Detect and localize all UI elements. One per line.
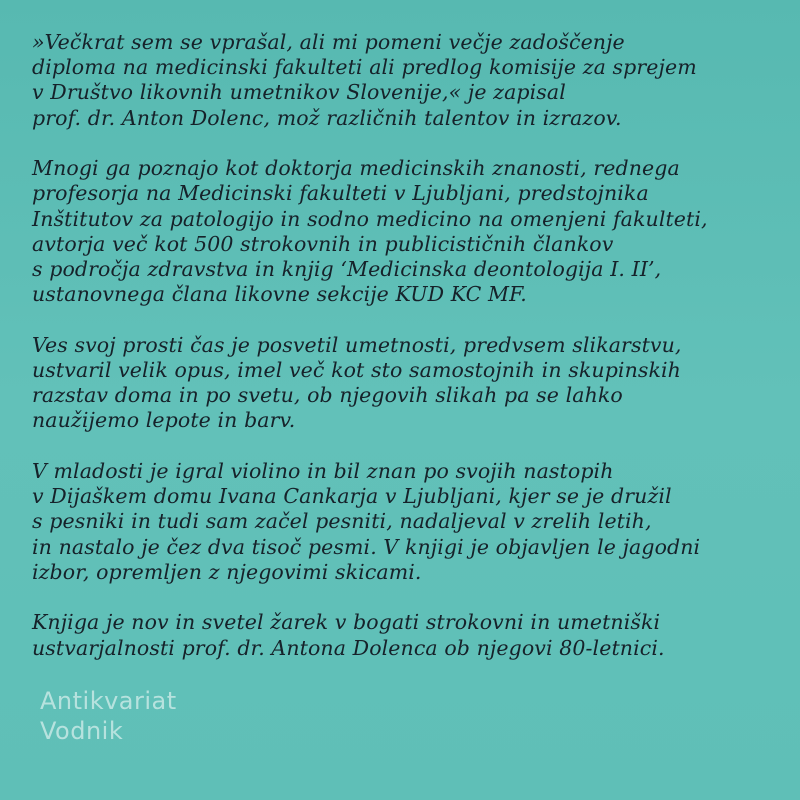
text-line: ustanovnega člana likovne sekcije KUD KC MF.	[32, 282, 527, 307]
watermark	[40, 686, 177, 746]
text-line: v Društvo likovnih umetnikov Slovenije,« je zapisal	[32, 80, 566, 105]
text-line: Ves svoj prosti čas je posvetil umetnosti, predvsem slikarstvu,	[32, 332, 682, 357]
watermark-line: Antikvariat	[40, 687, 177, 715]
text-line: s področja zdravstva in knjig ‘Medicinska deontologija I. II’,	[32, 257, 662, 282]
text-line: profesorja na Medicinski fakulteti v Ljubljani, predstojnika	[32, 181, 649, 206]
paragraph-career	[32, 156, 782, 307]
text-line: ustvarjalnosti prof. dr. Antona Dolenca ob njegovi 80-letnici.	[32, 635, 665, 660]
text-line: in nastalo je čez dva tisoč pesmi. V knjigi je objavljen le jagodni	[32, 534, 701, 559]
text-line: izbor, opremljen z njegovimi skicami.	[32, 559, 422, 584]
text-line: »Večkrat sem se vprašal, ali mi pomeni večje zadoščenje	[32, 30, 625, 54]
text-line: Mnogi ga poznajo kot doktorja medicinskih znanosti, rednega	[32, 156, 680, 181]
blurb-text	[32, 30, 782, 686]
text-line: razstav doma in po svetu, ob njegovih slikah pa se lahko	[32, 383, 623, 408]
paragraph-closing	[32, 610, 782, 660]
text-line: Knjiga je nov in svetel žarek v bogati strokovni in umetniški	[32, 610, 661, 635]
text-line: s pesniki in tudi sam začel pesniti, nadaljeval v zrelih letih,	[32, 509, 652, 534]
text-line: diploma na medicinski fakulteti ali predlog komisije za sprejem	[32, 55, 697, 80]
text-line: Inštitutov za patologijo in sodno medicino na omenjeni fakulteti,	[32, 206, 708, 231]
text-line: avtorja več kot 500 strokovnih in publicističnih člankov	[32, 231, 614, 256]
text-line: naužijemo lepote in barv.	[32, 408, 296, 433]
text-line: ustvaril velik opus, imel več kot sto samostojnih in skupinskih	[32, 358, 681, 383]
text-line: prof. dr. Anton Dolenc, mož različnih talentov in izrazov.	[32, 105, 622, 130]
text-line: v Dijaškem domu Ivana Cankarja v Ljubljani, kjer se je družil	[32, 484, 672, 509]
text-line: V mladosti je igral violino in bil znan po svojih nastopih	[32, 459, 614, 484]
paragraph-painting	[32, 333, 782, 434]
watermark-line: Vodnik	[40, 717, 124, 745]
paragraph-quote	[32, 30, 782, 131]
paragraph-poetry	[32, 459, 782, 585]
